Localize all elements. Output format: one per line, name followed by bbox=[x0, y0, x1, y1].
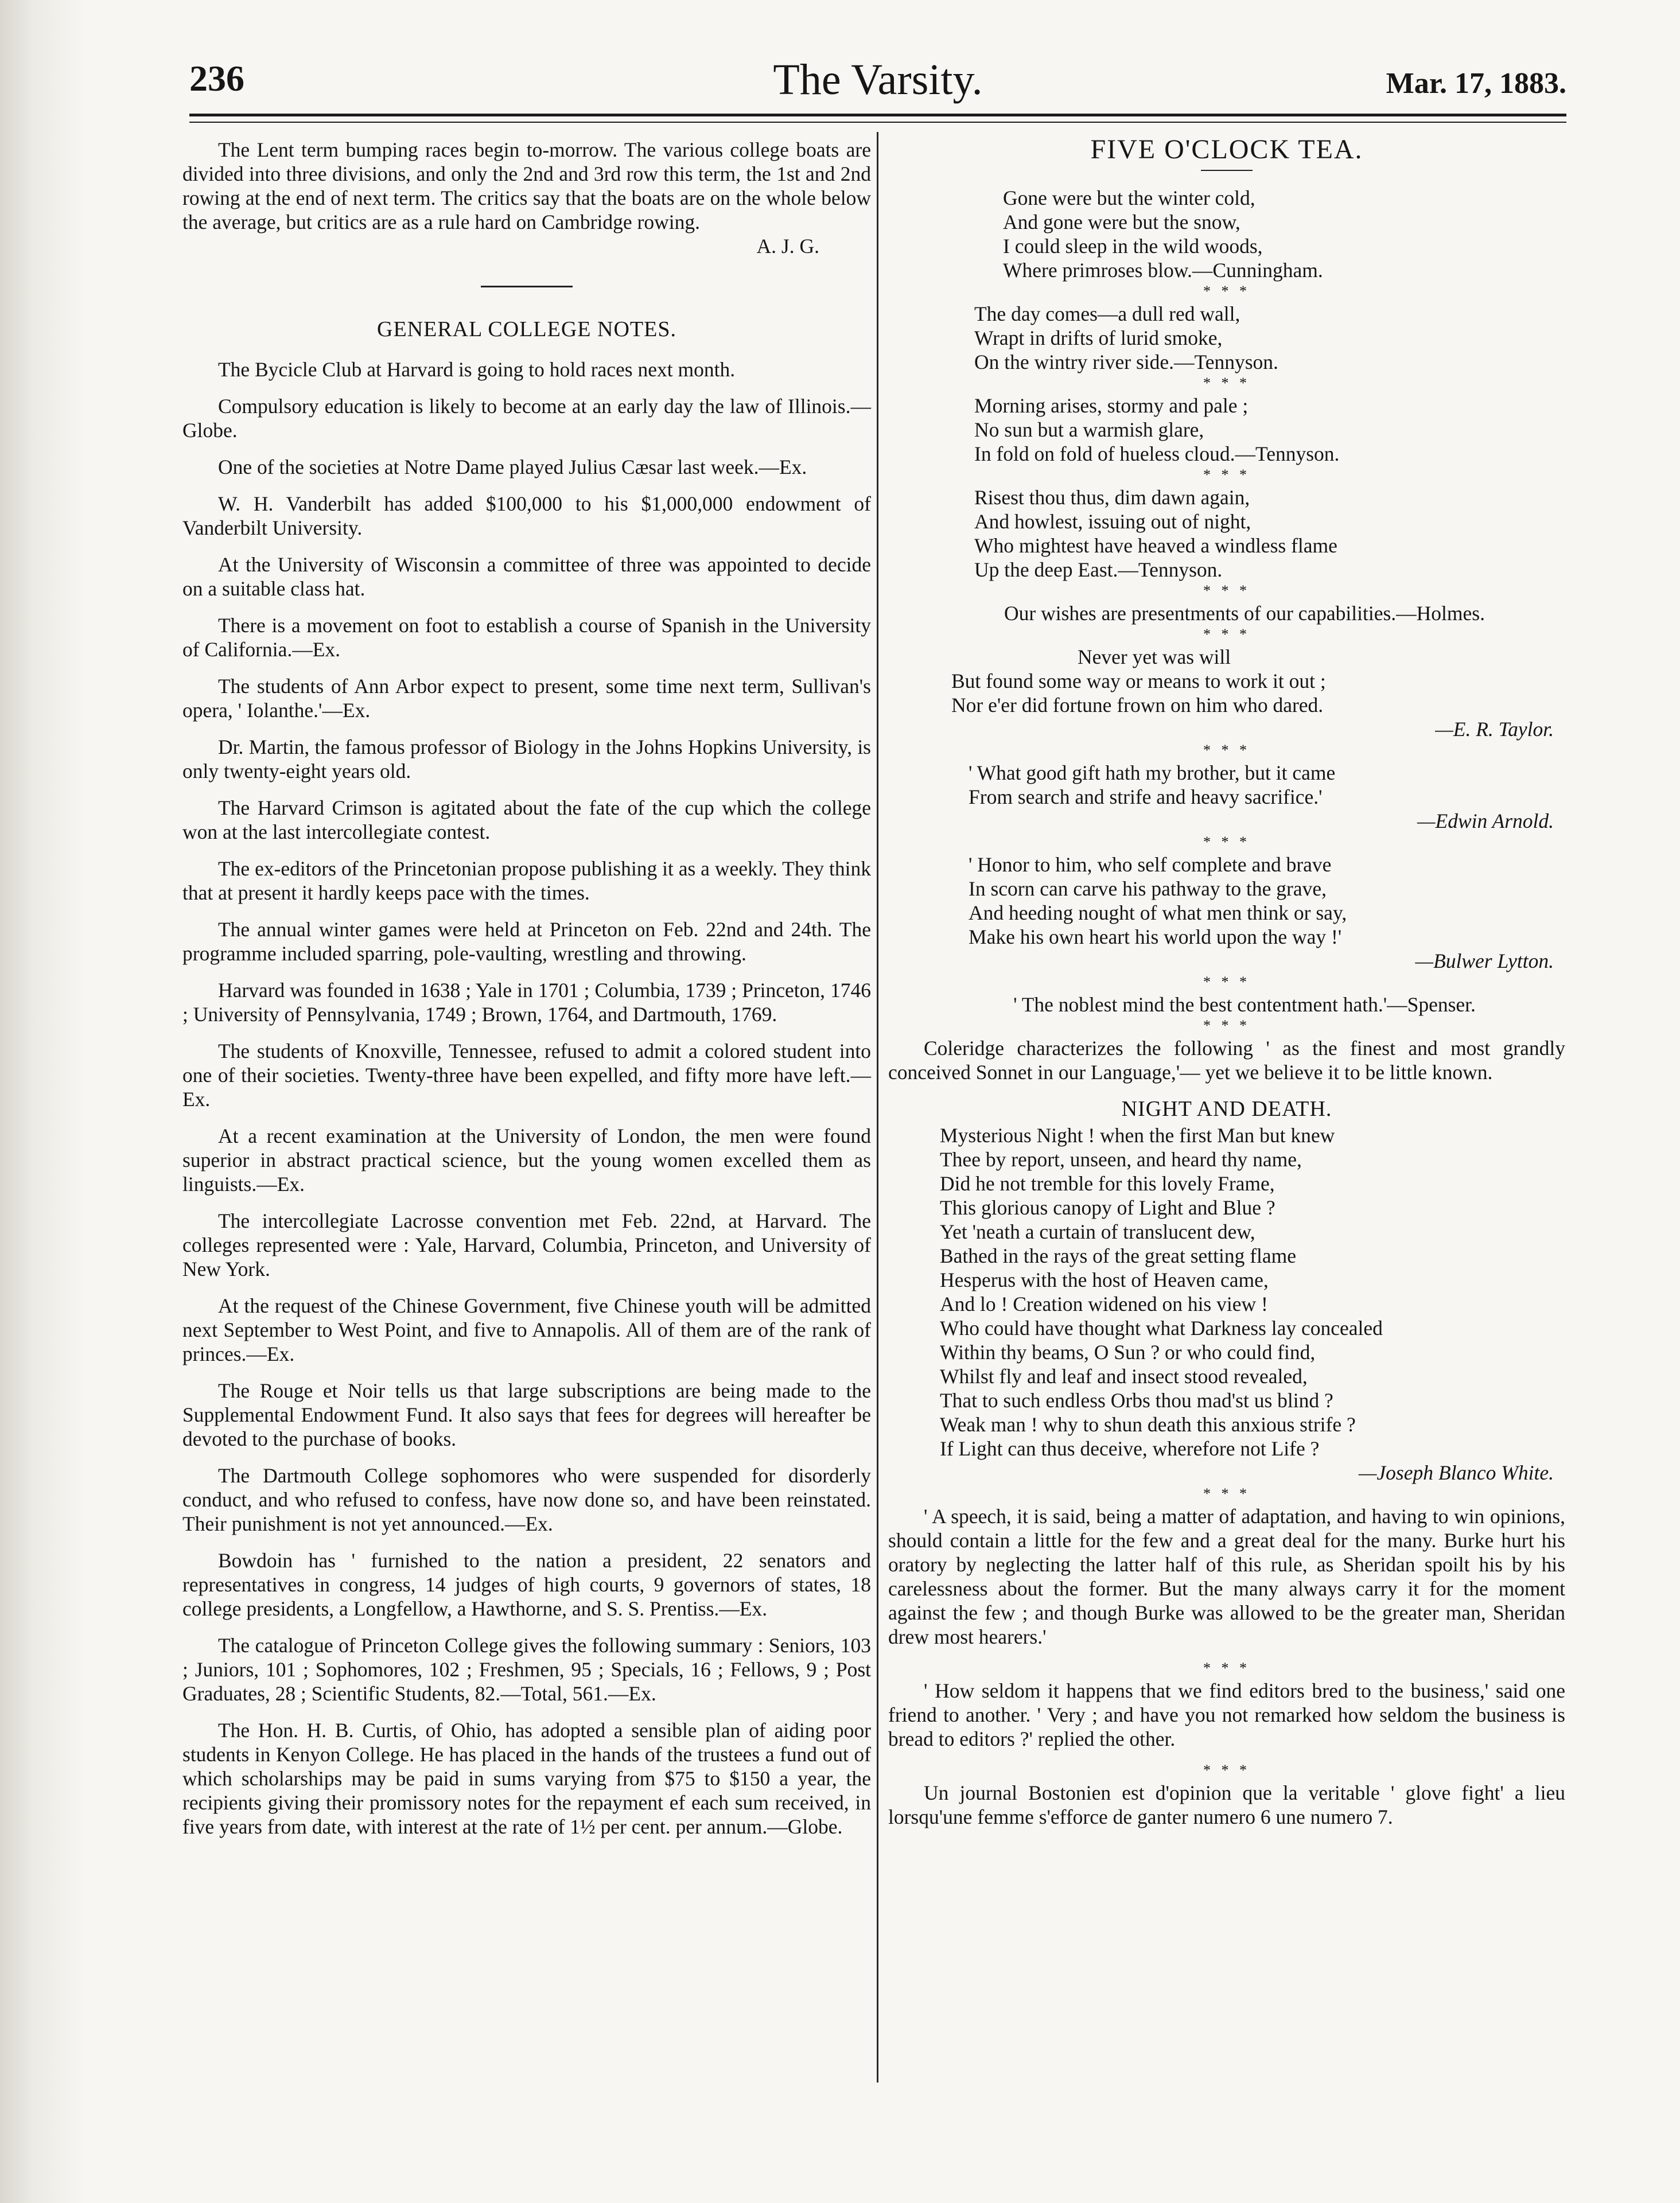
right-column bbox=[888, 134, 1565, 1842]
spenser-quote: ' The noblest mind the best contentment hath.'—Spenser. bbox=[1013, 993, 1476, 1016]
verse-line: Up the deep East.—Tennyson. bbox=[974, 558, 1223, 581]
verse-line: Morning arises, stormy and pale ; bbox=[974, 394, 1249, 417]
speech-paragraph: ' A speech, it is said, being a matter of adaptation, and having to win opinions, should contain a little for the few and a great deal for the many. Burke hurt his oratory by neglecting the latter half of this rule, as Sheridan spoilt his by his carelessness about the former. But the many always carry it for the moment against the few ; and though Burke was allowed to be the greater man, Sheridan drew most hearers.' bbox=[888, 1505, 1565, 1648]
verse-line: Wrapt in drifts of lurid smoke, bbox=[974, 326, 1223, 349]
note-item: Bowdoin has ' furnished to the nation a president, 22 senators and representatives in congress, 14 judges of high courts, 9 governors of states, 18 college presidents, a Longfellow, a Hawthorne, and S. S. Prentiss.—Ex. bbox=[182, 1549, 871, 1620]
note-item: The Bycicle Club at Harvard is going to hold races next month. bbox=[218, 358, 736, 381]
note-item: Dr. Martin, the famous professor of Biology in the Johns Hopkins University, is only twenty-eight years old. bbox=[182, 735, 871, 783]
attribution: —E. R. Taylor. bbox=[1435, 718, 1554, 741]
left-column bbox=[182, 138, 871, 1851]
verse-line: The day comes—a dull red wall, bbox=[974, 302, 1240, 325]
holmes-quote: Our wishes are presentments of our capabilities.—Holmes. bbox=[1004, 602, 1485, 625]
note-item: The annual winter games were held at Princeton on Feb. 22nd and 24th. The programme included sparring, pole-vaulting, wrestling and throwing. bbox=[182, 918, 871, 965]
verse-line: Gone were but the winter cold, bbox=[1003, 186, 1255, 209]
asterism: * * * bbox=[1203, 466, 1250, 483]
verse-line: That to such endless Orbs thou mad'st us blind ? bbox=[940, 1389, 1333, 1412]
verse-line: Thee by report, unseen, and heard thy name, bbox=[940, 1148, 1302, 1171]
coleridge-intro: Coleridge characterizes the following ' as the finest and most grandly conceived Sonnet in our Language,'— yet we believe it to be little known. bbox=[888, 1037, 1565, 1084]
heading-rule bbox=[1201, 170, 1253, 171]
masthead-title: The Varsity. bbox=[773, 56, 983, 104]
verse-line: Where primroses blow.—Cunningham. bbox=[1003, 259, 1323, 282]
five-oclock-heading: FIVE O'CLOCK TEA. bbox=[1090, 134, 1363, 165]
verse-line: I could sleep in the wild woods, bbox=[1003, 235, 1263, 258]
attribution: —Joseph Blanco White. bbox=[1358, 1461, 1554, 1484]
notes-heading: GENERAL COLLEGE NOTES. bbox=[377, 317, 676, 341]
verse-line: This glorious canopy of Light and Blue ? bbox=[940, 1196, 1275, 1219]
lytton-quote bbox=[969, 853, 1565, 973]
verse-line: Mysterious Night ! when the first Man but knew bbox=[940, 1124, 1335, 1147]
verse-line: On the wintry river side.—Tennyson. bbox=[974, 351, 1278, 373]
asterism: * * * bbox=[1203, 834, 1250, 850]
verse-line: Whilst fly and leaf and insect stood revealed, bbox=[940, 1365, 1308, 1388]
note-item: The Dartmouth College sophomores who were suspended for disorderly conduct, and who refused to confess, have now done so, and have been reinstated. Their punishment is not yet announced.—Ex. bbox=[182, 1464, 871, 1535]
verse-line: But found some way or means to work it out ; bbox=[951, 670, 1326, 692]
note-item: The Harvard Crimson is agitated about the fate of the cup which the college won at the last intercollegiate contest. bbox=[182, 796, 871, 843]
page-number: 236 bbox=[189, 58, 244, 99]
sonnet bbox=[940, 1123, 1565, 1485]
note-item: At a recent examination at the University of London, the men were found superior in abstract practical science, but the young women excelled them as linguists.—Ex. bbox=[182, 1124, 871, 1196]
cambridge-signature: A. J. G. bbox=[756, 235, 819, 258]
verse-line: In scorn can carve his pathway to the grave, bbox=[969, 877, 1327, 900]
note-item: The students of Ann Arbor expect to present, some time next term, Sullivan's opera, ' Iolanthe.'—Ex. bbox=[182, 675, 871, 722]
verse-line: ' Honor to him, who self complete and brave bbox=[969, 853, 1332, 876]
verse-line: And howlest, issuing out of night, bbox=[974, 510, 1251, 533]
asterism: * * * bbox=[1203, 742, 1250, 758]
page-header bbox=[189, 57, 1566, 109]
stanza-tennyson-3 bbox=[974, 485, 1565, 582]
stanza-tennyson-2 bbox=[974, 394, 1565, 466]
scan-edge bbox=[0, 0, 86, 2203]
verse-line: From search and strife and heavy sacrifice.' bbox=[969, 785, 1323, 808]
verse-line: Yet 'neath a curtain of translucent dew, bbox=[940, 1220, 1255, 1243]
verse-line: And gone were but the snow, bbox=[1003, 211, 1240, 233]
note-item: The Hon. H. B. Curtis, of Ohio, has adopted a sensible plan of aiding poor students in Kenyon College. He has placed in the hands of the trustees a fund out of which scholarships may be paid in sums varying from $75 to $150 a year, the recipients giving their promissory notes for the repayment ef each sum received, in five years from date, with interest at the rate of 1½ per cent. per annum.—Globe. bbox=[182, 1719, 871, 1838]
asterism: * * * bbox=[1203, 626, 1250, 643]
column-divider bbox=[877, 132, 878, 2083]
arnold-quote bbox=[969, 761, 1565, 833]
verse-line: No sun but a warmish glare, bbox=[974, 418, 1204, 441]
verse-line: Nor e'er did fortune frown on him who dared. bbox=[951, 694, 1324, 717]
asterism: * * * bbox=[1203, 1017, 1250, 1034]
asterism: * * * bbox=[1203, 974, 1250, 990]
issue-date: Mar. 17, 1883. bbox=[1386, 67, 1566, 100]
verse-line: Make his own heart his world upon the way !' bbox=[969, 925, 1342, 948]
verse-line: If Light can thus deceive, wherefore not Life ? bbox=[940, 1437, 1320, 1460]
french-paragraph: Un journal Bostonien est d'opinion que la veritable ' glove fight' a lieu lorsqu'une femme s'efforce de ganter numero 6 une numero 7. bbox=[888, 1781, 1565, 1828]
note-item: At the request of the Chinese Government, five Chinese youth will be admitted next September to West Point, and five to Annapolis. All of them are of the rank of princes.—Ex. bbox=[182, 1294, 871, 1365]
header-rule-thin bbox=[189, 122, 1566, 123]
verse-line: Who could have thought what Darkness lay concealed bbox=[940, 1317, 1383, 1340]
verse-line: ' What good gift hath my brother, but it came bbox=[969, 761, 1336, 784]
note-item: The Rouge et Noir tells us that large subscriptions are being made to the Supplemental Endowment Fund. It also says that fees for degrees will hereafter be devoted to the purchase of books. bbox=[182, 1379, 871, 1450]
asterism: * * * bbox=[1203, 1485, 1250, 1502]
note-item: There is a movement on foot to establish a course of Spanish in the University of California.—Ex. bbox=[182, 614, 871, 661]
note-item: Harvard was founded in 1638 ; Yale in 1701 ; Columbia, 1739 ; Princeton, 1746 ; University of Pennsylvania, 1749 ; Brown, 1764, and Dartmouth, 1769. bbox=[182, 979, 871, 1026]
note-item: The catalogue of Princeton College gives the following summary : Seniors, 103 ; Juniors, 101 ; Sophomores, 102 ; Freshmen, 95 ; Specials, 16 ; Fellows, 9 ; Post Graduates, 28 ; Scientific Students, 82.—Total, 561.—Ex. bbox=[182, 1634, 871, 1705]
asterism: * * * bbox=[1203, 375, 1250, 391]
verse-line: Within thy beams, O Sun ? or who could find, bbox=[940, 1341, 1316, 1364]
note-item: The ex-editors of the Princetonian propose publishing it as a weekly. They think that at present it hardly keeps pace with the times. bbox=[182, 857, 871, 904]
verse-line: Weak man ! why to shun death this anxious strife ? bbox=[940, 1413, 1356, 1436]
asterism: * * * bbox=[1203, 1660, 1250, 1676]
note-item: The students of Knoxville, Tennessee, refused to admit a colored student into one of their societies. Twenty-three have been expelled, and fifty more have left.—Ex. bbox=[182, 1040, 871, 1111]
editors-paragraph: ' How seldom it happens that we find editors bred to the business,' said one friend to another. ' Very ; and have you not remarked how seldom the business is bread to editors ?' replied the other. bbox=[888, 1679, 1565, 1750]
verse-line: And lo ! Creation widened on his view ! bbox=[940, 1293, 1268, 1315]
sonnet-title: NIGHT AND DEATH. bbox=[1121, 1097, 1332, 1121]
header-rule-thick bbox=[189, 114, 1566, 116]
stanza-tennyson-1 bbox=[974, 302, 1565, 374]
verse-line: Who mightest have heaved a windless flame bbox=[974, 534, 1337, 557]
attribution: —Edwin Arnold. bbox=[1417, 809, 1554, 832]
stanza-cunningham bbox=[1003, 186, 1565, 282]
note-item: The intercollegiate Lacrosse convention met Feb. 22nd, at Harvard. The colleges represented were : Yale, Harvard, Columbia, Princeton, and University of New York. bbox=[182, 1209, 871, 1280]
verse-line: Hesperus with the host of Heaven came, bbox=[940, 1268, 1269, 1291]
verse-line: Never yet was will bbox=[1078, 645, 1231, 668]
cambridge-paragraph: The Lent term bumping races begin to-morrow. The various college boats are divided into three divisions, and only the 2nd and 3rd row this term, the 1st and 2nd rowing at the end of next term. The critics say that the boats are on the whole below the average, but critics are as a rule hard on Cambridge rowing. bbox=[182, 138, 871, 233]
attribution: —Bulwer Lytton. bbox=[1415, 949, 1554, 972]
verse-line: Risest thou thus, dim dawn again, bbox=[974, 486, 1250, 509]
verse-line: In fold on fold of hueless cloud.—Tennyson. bbox=[974, 442, 1340, 465]
asterism: * * * bbox=[1203, 283, 1250, 299]
note-item: One of the societies at Notre Dame played Julius Cæsar last week.—Ex. bbox=[218, 456, 807, 478]
note-item: At the University of Wisconsin a committee of three was appointed to decide on a suitable class hat. bbox=[182, 553, 871, 600]
note-item: Compulsory education is likely to become at an early day the law of Illinois.—Globe. bbox=[182, 395, 871, 442]
note-item: W. H. Vanderbilt has added $100,000 to his $1,000,000 endowment of Vanderbilt University. bbox=[182, 492, 871, 539]
verse-line: Bathed in the rays of the great setting flame bbox=[940, 1244, 1297, 1267]
taylor-quote bbox=[951, 645, 1565, 741]
section-rule bbox=[481, 286, 573, 287]
verse-line: Did he not tremble for this lovely Frame, bbox=[940, 1172, 1275, 1195]
asterism: * * * bbox=[1203, 1762, 1250, 1778]
verse-line: And heeding nought of what men think or say, bbox=[969, 901, 1347, 924]
asterism: * * * bbox=[1203, 582, 1250, 599]
